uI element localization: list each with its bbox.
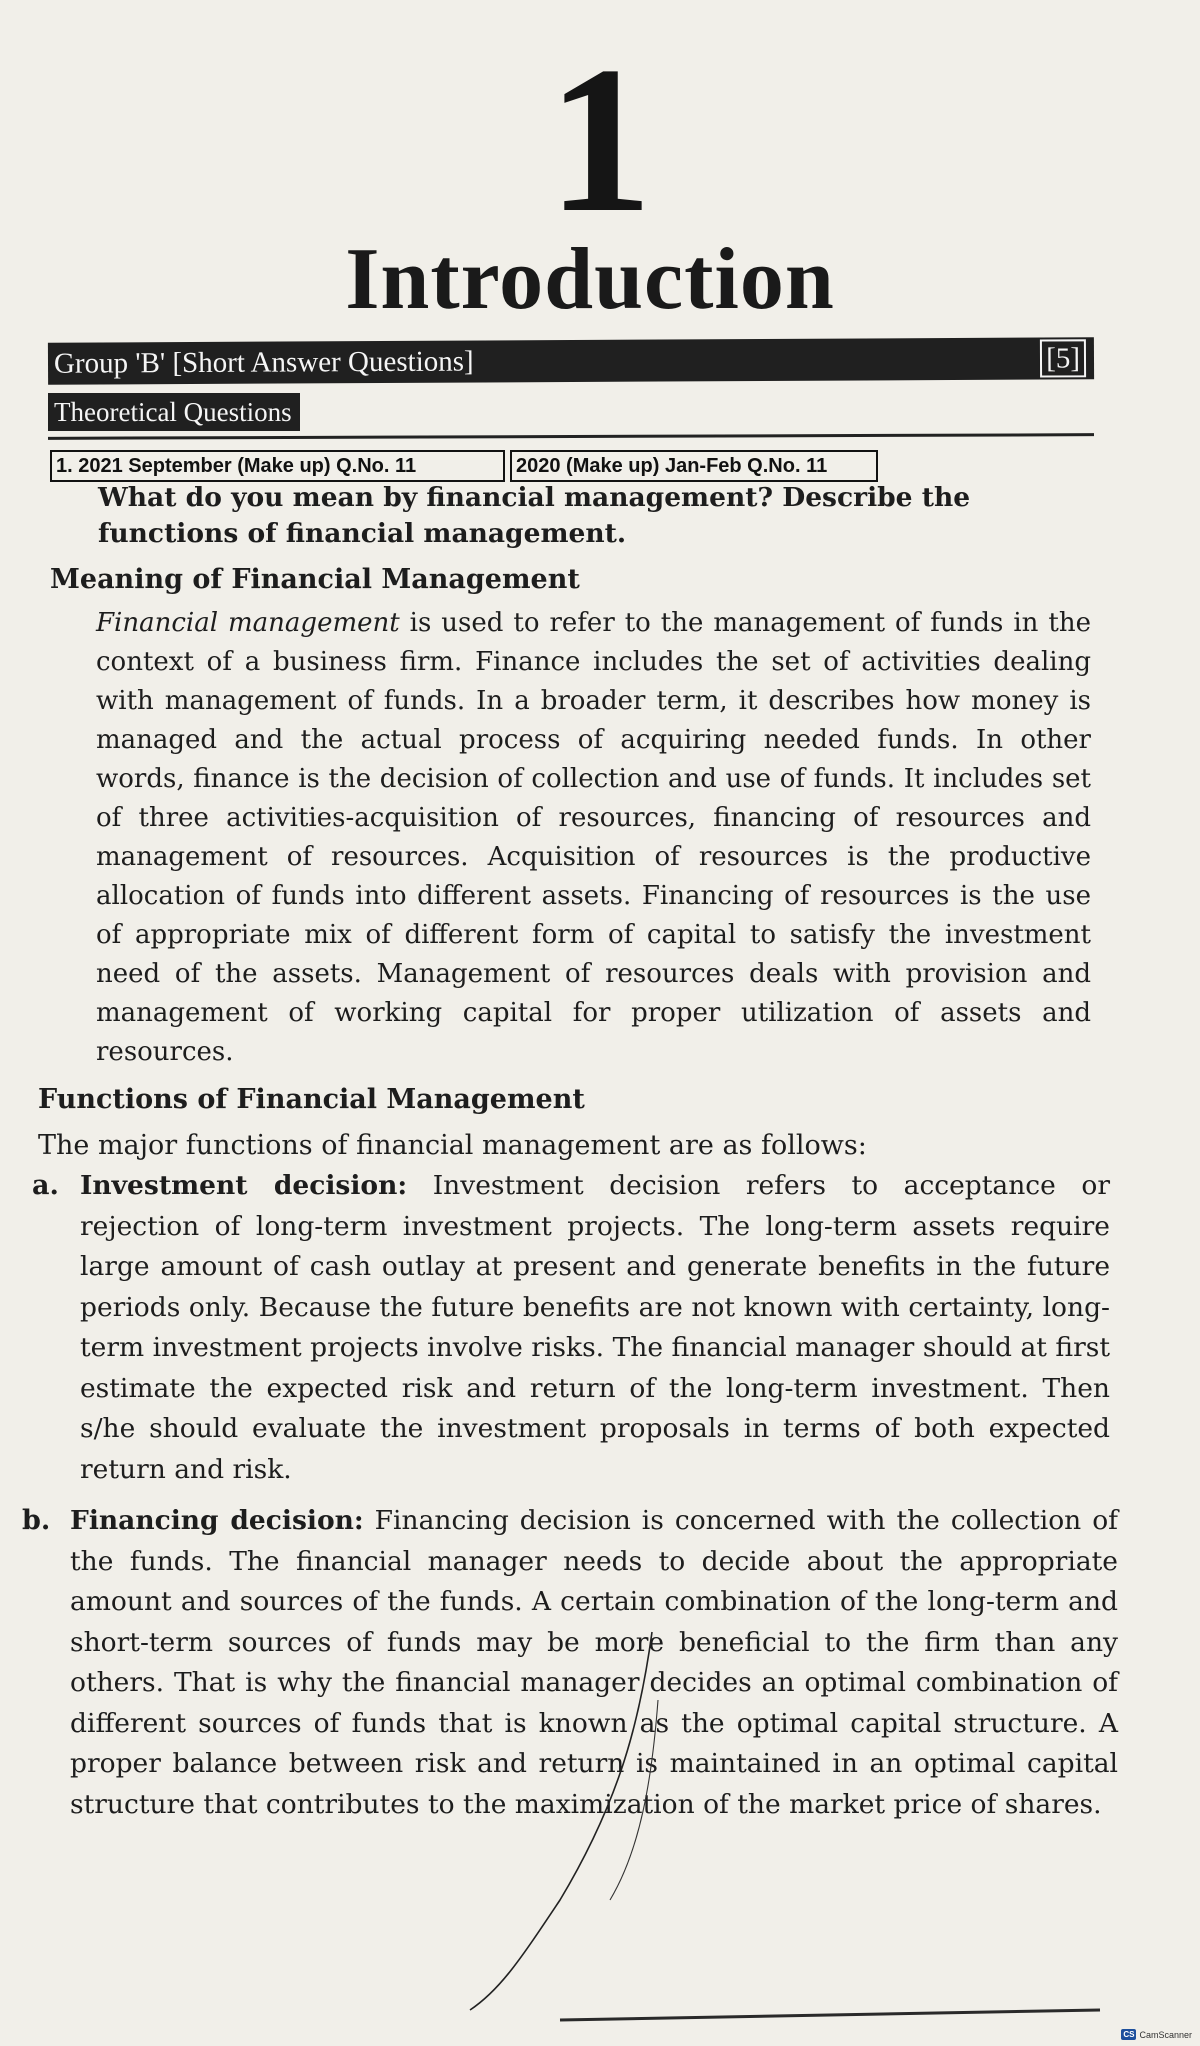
list-item-marker: a. <box>32 1170 59 1201</box>
question-reference-2: 2020 (Make up) Jan-Feb Q.No. 11 <box>510 450 878 482</box>
question-reference-1: 1. 2021 September (Make up) Q.No. 11 <box>50 450 505 482</box>
question-text: What do you mean by financial management? Describe the functions of financial management. <box>98 482 971 549</box>
meaning-term: Financial management <box>96 608 400 638</box>
meaning-body: is used to refer to the management of funds in the context of a business firm. Finance includes the set of activities dealing with management of funds. In a broader term, it describes how money is managed and the actual process of acquiring needed funds. In other words, finance is the decision of collection and use of funds. It includes set of three activities-acquisition of resources, financing of resources and management of resources. Acquisition of resources is the productive allocation of funds into different assets. Financing of resources is the use of appropriate mix of different form of capital to satisfy the investment need of the assets. Management of resources deals with provision and management of working capital for proper utilization of assets and resources. <box>96 608 1091 1067</box>
list-item-text: Investment decision refers to acceptance or rejection of long-term investment projects. The long-term assets require large amount of cash outlay at present and generate benefits in the future periods only. Because the future benefits are not known with certainty, long-term investment projects involve risks. The financial manager should at first estimate the expected risk and return of the long-term investment. Then s/he should evaluate the investment proposals in terms of both expected return and risk. <box>80 1170 1110 1485</box>
list-item-marker: b. <box>22 1505 51 1536</box>
scanner-logo-icon: CS <box>1123 2030 1135 2039</box>
list-item-title: Financing decision: <box>70 1505 364 1536</box>
chapter-number: 1 <box>547 24 653 256</box>
chapter-title: Introduction <box>345 231 835 328</box>
list-item-text: Financing decision is concerned with the collection of the funds. The financial manager needs to decide about the appropriate amount and sources of the funds. A certain combination of the long-term and short-term sources of funds may be more beneficial to the firm than any others. That is why the financial manager decides an optimal combination of different sources of funds that is known as the optimal capital structure. A proper balance between risk and return is maintained in an optimal capital structure that contributes to the maximization of the market price of shares. <box>70 1505 1118 1820</box>
functions-heading: Functions of Financial Management <box>38 1084 585 1115</box>
sub-section-bar: Theoretical Questions <box>48 393 300 431</box>
meaning-heading: Meaning of Financial Management <box>50 564 580 595</box>
functions-intro: The major functions of financial management are as follows: <box>38 1130 867 1161</box>
list-item-title: Investment decision: <box>80 1170 408 1201</box>
section-bar-marks: [5] <box>1040 339 1086 377</box>
scanner-watermark <box>1121 2029 1192 2040</box>
section-bar-label: Group 'B' [Short Answer Questions] <box>53 345 474 380</box>
scanner-logo-text: CamScanner <box>1139 2029 1192 2040</box>
